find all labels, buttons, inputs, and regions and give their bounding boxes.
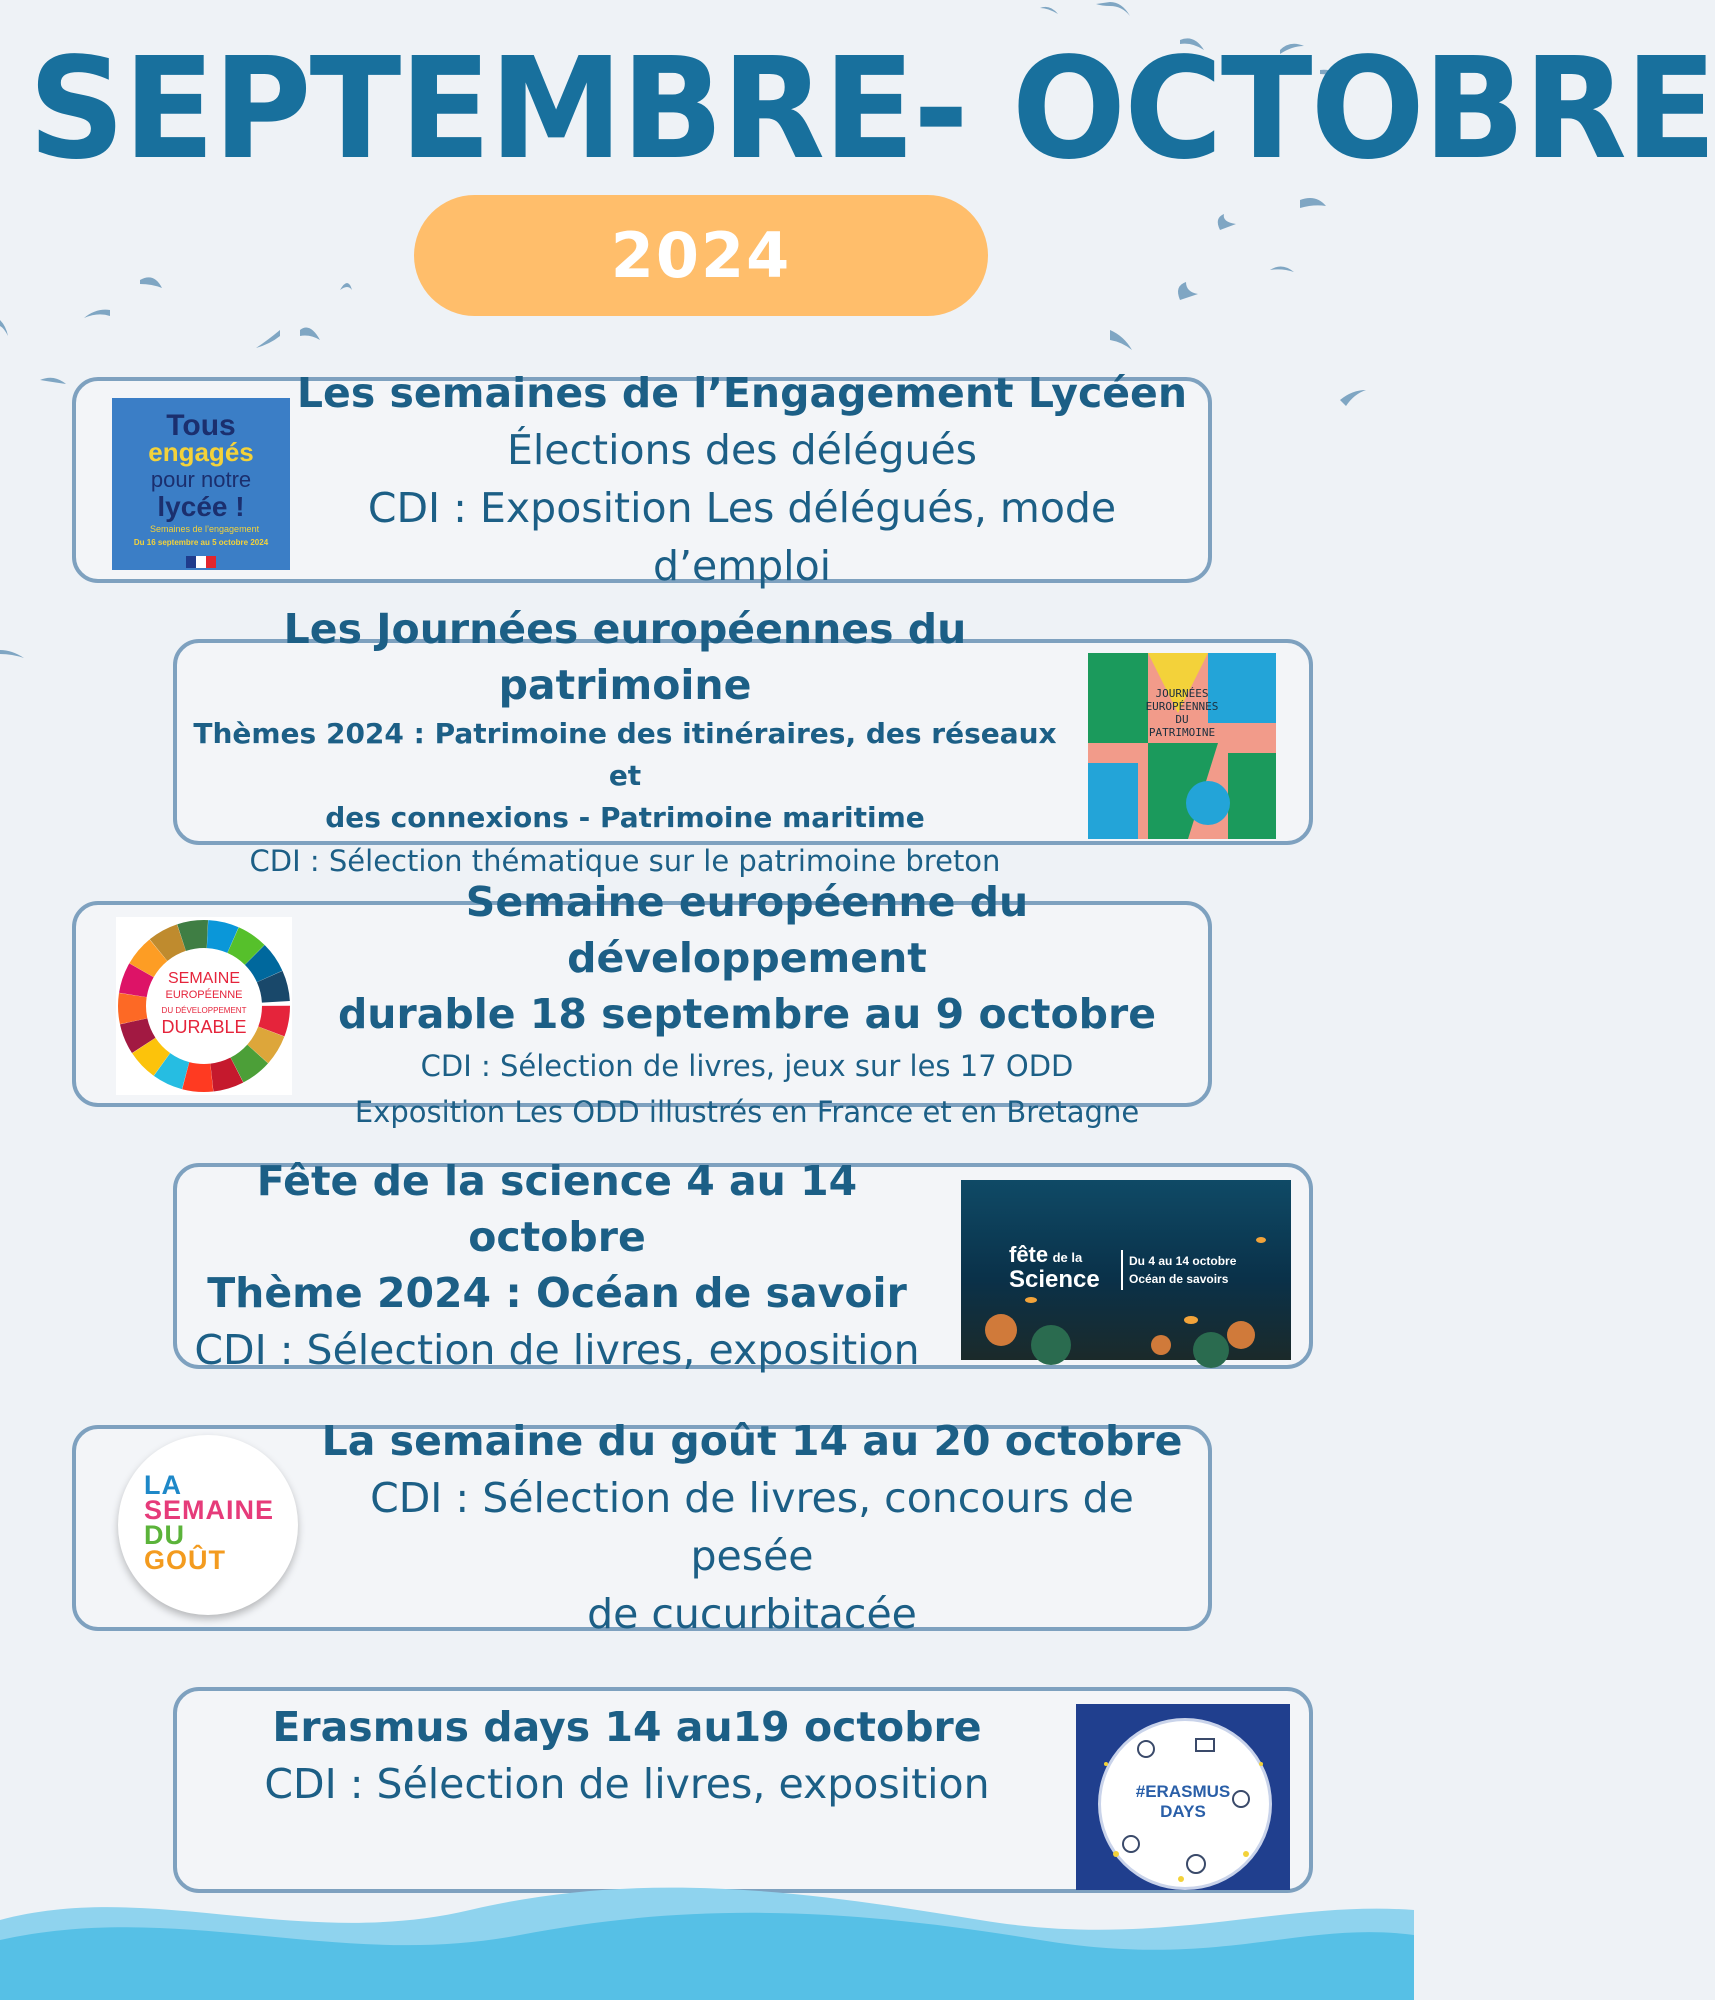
erasmus-days-logo: #ERASMUS DAYS (1076, 1704, 1290, 1890)
event-text (187, 1157, 927, 1374)
event-line: Exposition Les ODD illustrés en France et en Bretagne (354, 1095, 1140, 1129)
event-text (187, 1701, 1067, 1811)
flag-icon (186, 556, 216, 568)
page-title: SEPTEMBRE- OCTOBRE (28, 28, 1715, 191)
event-title: durable 18 septembre au 9 octobre (337, 990, 1157, 1038)
event-card-fete-science (173, 1157, 1313, 1374)
event-card-developpement-durable (72, 878, 1212, 1129)
event-title: Fête de la science 4 au 14 octobre (256, 1157, 858, 1261)
fete-science-logo: fête de la Science Du 4 au 14 octobre Océan de savoirs (961, 1180, 1291, 1360)
event-line: CDI : Exposition Les délégués, mode d’emploi (367, 484, 1117, 590)
year-badge (414, 195, 988, 316)
semaine-gout-logo: LA SEMAINE DU GOÛT (118, 1435, 298, 1615)
event-line: de cucurbitacée (587, 1590, 917, 1638)
event-title: La semaine du goût 14 au 20 octobre (321, 1417, 1183, 1465)
event-title: Thème 2024 : Océan de savoir (207, 1269, 907, 1317)
event-line: CDI : Sélection de livres, concours de pesée (370, 1474, 1134, 1580)
event-card-engagement (72, 369, 1212, 590)
event-line: CDI : Sélection de livres, jeux sur les 17 ODD (420, 1049, 1074, 1083)
event-text (185, 605, 1065, 878)
event-title: Les semaines de l’Engagement Lycéen (296, 369, 1188, 417)
event-card-erasmus-days (173, 1687, 1313, 1893)
event-card-patrimoine (173, 605, 1313, 878)
event-title: Semaine européenne du développement (465, 878, 1029, 982)
patrimoine-pattern (1088, 653, 1276, 839)
event-card-semaine-gout (72, 1417, 1212, 1638)
engagement-logo: Tous engagés pour notre lycée ! Semaines de l’engagement Du 16 septembre au 5 octobre 2024 (112, 398, 290, 570)
event-title: Erasmus days 14 au19 octobre (272, 1703, 982, 1751)
event-text (290, 369, 1194, 590)
event-line: des connexions - Patrimoine maritime (325, 801, 925, 834)
event-title: Les Journées européennes du patrimoine (283, 605, 967, 709)
event-text (316, 1417, 1188, 1638)
event-line: Thèmes 2024 : Patrimoine des itinéraires, des réseaux et (193, 717, 1057, 792)
event-text (306, 878, 1188, 1129)
event-line: CDI : Sélection de livres, exposition (194, 1326, 920, 1374)
patrimoine-logo: JOURNÉES EUROPÉENNES DU PATRIMOINE (1088, 653, 1276, 839)
sedd-logo: SEMAINE EUROPÉENNE DU DÉVELOPPEMENT DURABLE (116, 917, 292, 1095)
wave-decoration (0, 1880, 1414, 2000)
event-line: CDI : Sélection de livres, exposition (264, 1760, 990, 1808)
year-label: 2024 (610, 219, 792, 292)
event-line: Élections des délégués (506, 426, 978, 474)
event-line: CDI : Sélection thématique sur le patrimoine breton (249, 844, 1001, 878)
